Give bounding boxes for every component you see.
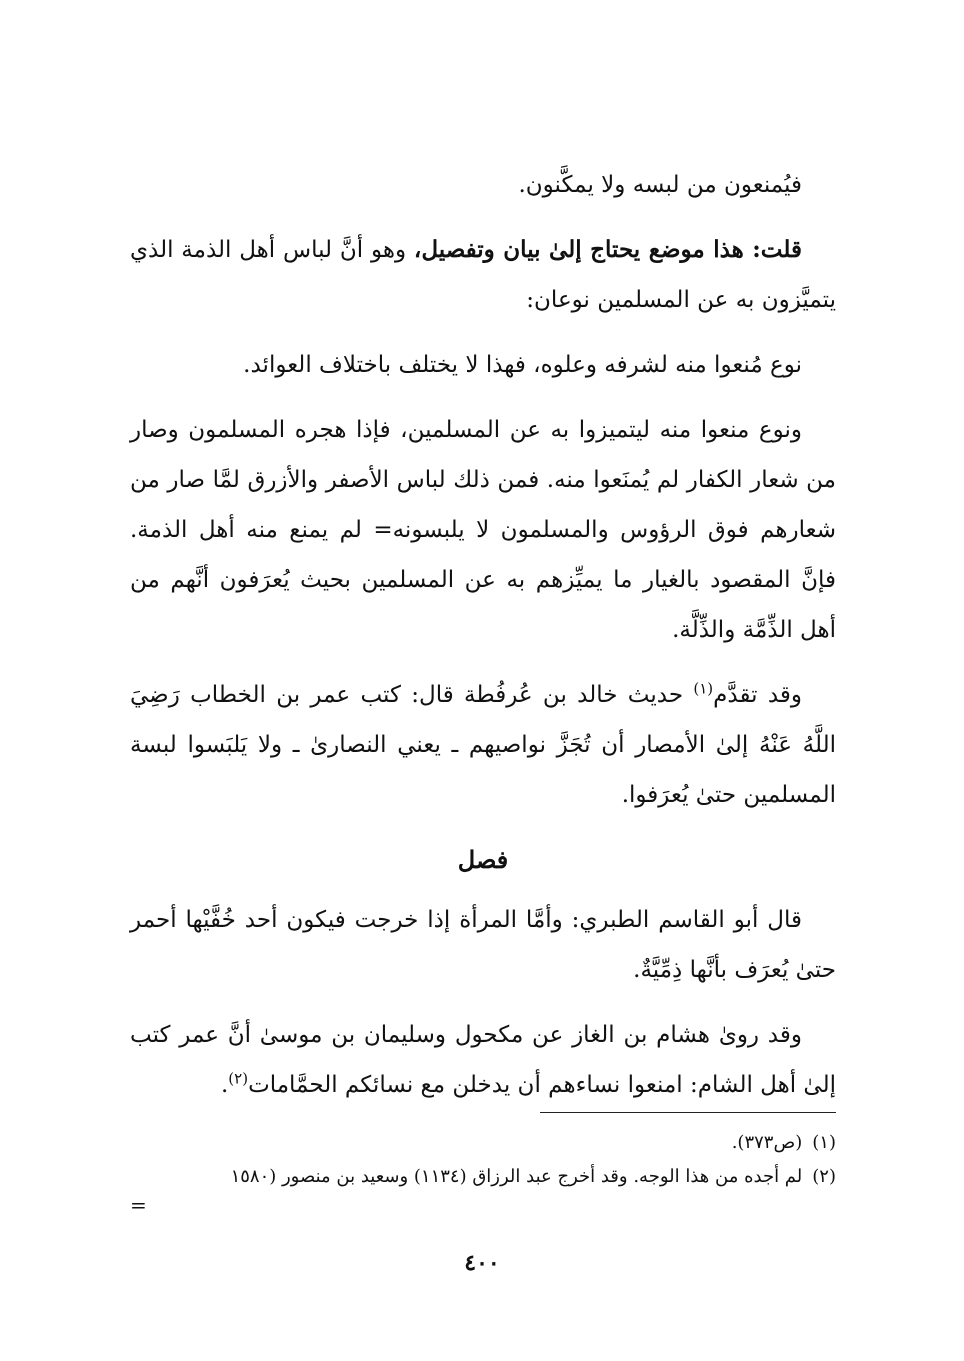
- section-paragraph-2: [130, 1010, 836, 1110]
- footnote-2-text: لم أجده من هذا الوجه. وقد أخرج عبد الرزاق (١١٣٤) وسعيد بن منصور (١٥٨٠: [230, 1166, 803, 1187]
- paragraph-1-text: فيُمنعون من لبسه ولا يمكَّنون.: [518, 172, 802, 198]
- paragraph-4: [130, 405, 836, 655]
- paragraph-3: [130, 340, 836, 390]
- paragraph-5: [130, 670, 836, 820]
- main-text: [130, 160, 836, 1125]
- paragraph-4-text: ونوع منعوا منه ليتميزوا به عن المسلمين، فإذا هجره المسلمون وصار من شعار الكفار لم يُمنَعوا منه. فمن ذلك لباس الأصفر والأزرق لمَّا صار من شعارهم فوق الرؤوس والمسلمون لا يلبسونه= لم يمنع منه أهل الذمة. فإنَّ المقصود بالغيار ما يميِّزهم به عن المسلمين بحيث يُعرَفون أنَّهم من أهل الذِّمَّة والذِّلَّة.: [130, 417, 836, 643]
- footnote-1-text: (ص٣٧٣).: [731, 1132, 803, 1153]
- section-paragraph-2-text-after: .: [220, 1072, 229, 1098]
- paragraph-1: [130, 160, 836, 210]
- section-paragraph-1: [130, 895, 836, 995]
- section-paragraph-2-text-before: وقد روىٰ هشام بن الغاز عن مكحول وسليمان بن موسىٰ أنَّ عمر كتب إلىٰ أهل الشام: امنعوا نساءهم أن يدخلن مع نسائكم الحمَّامات: [130, 1022, 836, 1098]
- footnote-1: [130, 1126, 836, 1160]
- paragraph-5-text-before: وقد تقدَّم: [713, 682, 802, 708]
- paragraph-5-text-after: حديث خالد بن عُرفُطة قال: كتب عمر بن الخطاب رَضِيَ اللَّهُ عَنْهُ إلىٰ الأمصار أن تُجَزَّ نواصيهم ـ يعني النصارىٰ ـ ولا يَلبَسوا لبسة المسلمين حتىٰ يُعرَفوا.: [130, 682, 836, 808]
- page-number: ٤٠٠: [464, 1250, 500, 1276]
- footnote-ref-1[interactable]: (١): [693, 679, 714, 698]
- footnote-continuation-mark: =: [130, 1193, 147, 1217]
- section-heading: فصل: [457, 845, 509, 874]
- paragraph-2: [130, 225, 836, 325]
- paragraph-3-text: نوع مُنعوا منه لشرفه وعلوه، فهذا لا يختلف باختلاف العوائد.: [243, 352, 802, 378]
- paragraph-2-lead: قلت: هذا موضع يحتاج إلىٰ بيان وتفصيل،: [413, 236, 802, 263]
- footnote-ref-2[interactable]: (٢): [228, 1069, 249, 1088]
- footnote-2-number: (٢): [812, 1166, 836, 1187]
- section-paragraph-1-text: قال أبو القاسم الطبري: وأمَّا المرأة إذا خرجت فيكون أحد خُفَّيْها أحمر حتىٰ يُعرَف بأنَّها ذِمِّيَّةٌ.: [130, 907, 836, 983]
- footnote-divider: [540, 1112, 836, 1113]
- footnote-1-number: (١): [812, 1132, 836, 1153]
- footnotes: [130, 1126, 836, 1216]
- footnote-2: [130, 1160, 836, 1194]
- paragraph-2-text: وهو أنَّ لباس أهل الذمة الذي يتميَّزون به عن المسلمين نوعان:: [130, 237, 836, 313]
